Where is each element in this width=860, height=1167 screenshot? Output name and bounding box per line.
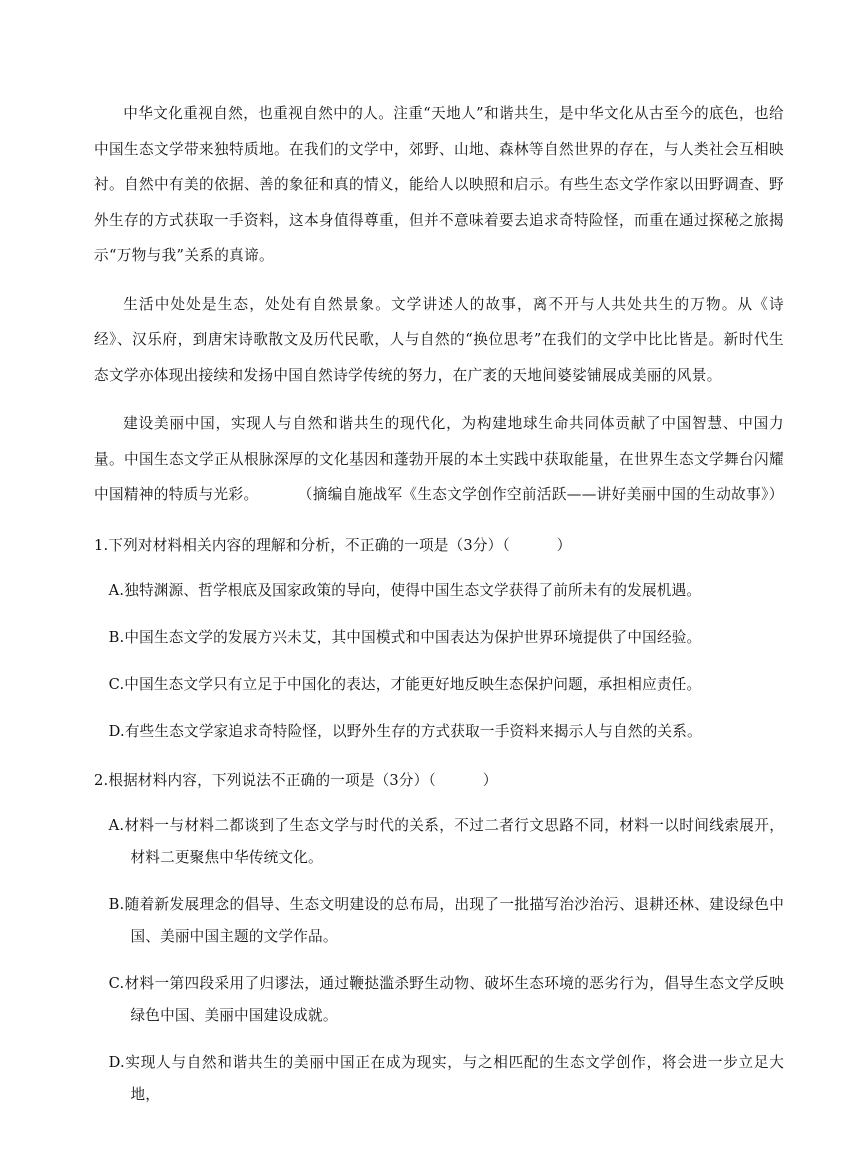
question-1 bbox=[94, 531, 784, 748]
option-label: B. bbox=[108, 895, 125, 913]
option-label: C. bbox=[108, 974, 125, 992]
question-2-option-a bbox=[94, 810, 784, 874]
option-label: A. bbox=[108, 581, 125, 599]
question-1-stem bbox=[94, 531, 784, 561]
passage-paragraph-2: 生活中处处是生态，处处有自然景象。文学讲述人的故事，离不开与人共处共生的万物。从《诗经》、汉乐府，到唐宋诗歌散文及历代民歌，人与自然的“换位思考”在我们的文学中比比皆是。新时代生态文学亦体现出接续和发扬中国自然诗学传统的努力，在广袤的天地间婆娑铺展成美丽的风景。 bbox=[94, 295, 784, 384]
option-label: B. bbox=[108, 628, 125, 646]
passage-source: （摘编自施战军《生态文学创作空前活跃——讲好美丽中国的生动故事》） bbox=[305, 486, 784, 503]
passage-paragraph-1: 中华文化重视自然，也重视自然中的人。注重“天地人”和谐共生，是中华文化从古至今的底色，也给中国生态文学带来独特质地。在我们的文学中，郊野、山地、森林等自然世界的存在，与人类社会互相映衬。自然中有美的依据、善的象征和真的情义，能给人以映照和启示。有些生态文学作家以田野调查、野外生存的方式获取一手资料，这本身值得尊重，但并不意味着要去追求奇特险怪，而重在通过探秘之旅揭示“万物与我”关系的真谛。 bbox=[94, 105, 784, 264]
option-text: 随着新发展理念的倡导、生态文明建设的总布局，出现了一批描写治沙治污、退耕还林、建设绿色中国、美丽中国主题的文学作品。 bbox=[124, 895, 784, 945]
question-1-option-a bbox=[94, 575, 784, 607]
option-text: 材料一与材料二都谈到了生态文学与时代的关系，不过二者行文思路不同，材料一以时间线索展开，材料二更聚焦中华传统文化。 bbox=[124, 816, 784, 866]
question-1-option-d bbox=[94, 716, 784, 748]
option-text: 中国生态文学只有立足于中国化的表达，才能更好地反映生态保护问题，承担相应责任。 bbox=[124, 675, 702, 693]
option-text: 材料一第四段采用了归谬法，通过鞭挞滥杀野生动物、破坏生态环境的恶劣行为，倡导生态文学反映绿色中国、美丽中国建设成就。 bbox=[124, 974, 784, 1024]
question-1-stem-text: 1.下列对材料相关内容的理解和分析，不正确的一项是（3分）（ bbox=[94, 536, 510, 554]
passage-paragraph-3 bbox=[94, 406, 784, 513]
question-2-option-b bbox=[94, 889, 784, 953]
question-1-stem-close: ） bbox=[556, 536, 572, 554]
question-1-option-b bbox=[94, 622, 784, 654]
question-1-option-c bbox=[94, 669, 784, 701]
option-text: 实现人与自然和谐共生的美丽中国正在成为现实，与之相匹配的生态文学创作，将会进一步立足大地， bbox=[124, 1053, 784, 1103]
option-label: D. bbox=[108, 722, 125, 740]
passage-paragraph-3-text: 建设美丽中国，实现人与自然和谐共生的现代化，为构建地球生命共同体贡献了中国智慧、中国力量。中国生态文学正从根脉深厚的文化基因和蓬勃开展的本土实践中获取能量，在世界生态文学舞台闪耀中国精神的特质与光彩。 bbox=[94, 415, 784, 503]
question-2-option-d bbox=[94, 1047, 784, 1111]
option-text: 有些生态文学家追求奇特险怪，以野外生存的方式获取一手资料来揭示人与自然的关系。 bbox=[124, 722, 702, 740]
question-2-stem bbox=[94, 766, 784, 796]
option-text: 中国生态文学的发展方兴未艾，其中国模式和中国表达为保护世界环境提供了中国经验。 bbox=[124, 628, 702, 646]
question-2-option-c bbox=[94, 968, 784, 1032]
document-page bbox=[94, 96, 784, 1126]
option-text: 独特渊源、哲学根底及国家政策的导向，使得中国生态文学获得了前所未有的发展机遇。 bbox=[124, 581, 702, 599]
question-2-stem-text: 2.根据材料内容，下列说法不正确的一项是（3分）（ bbox=[94, 771, 436, 789]
question-2 bbox=[94, 766, 784, 1111]
option-label: A. bbox=[108, 816, 125, 834]
option-label: C. bbox=[108, 675, 125, 693]
option-label: D. bbox=[108, 1053, 125, 1071]
question-2-stem-close: ） bbox=[482, 771, 498, 789]
